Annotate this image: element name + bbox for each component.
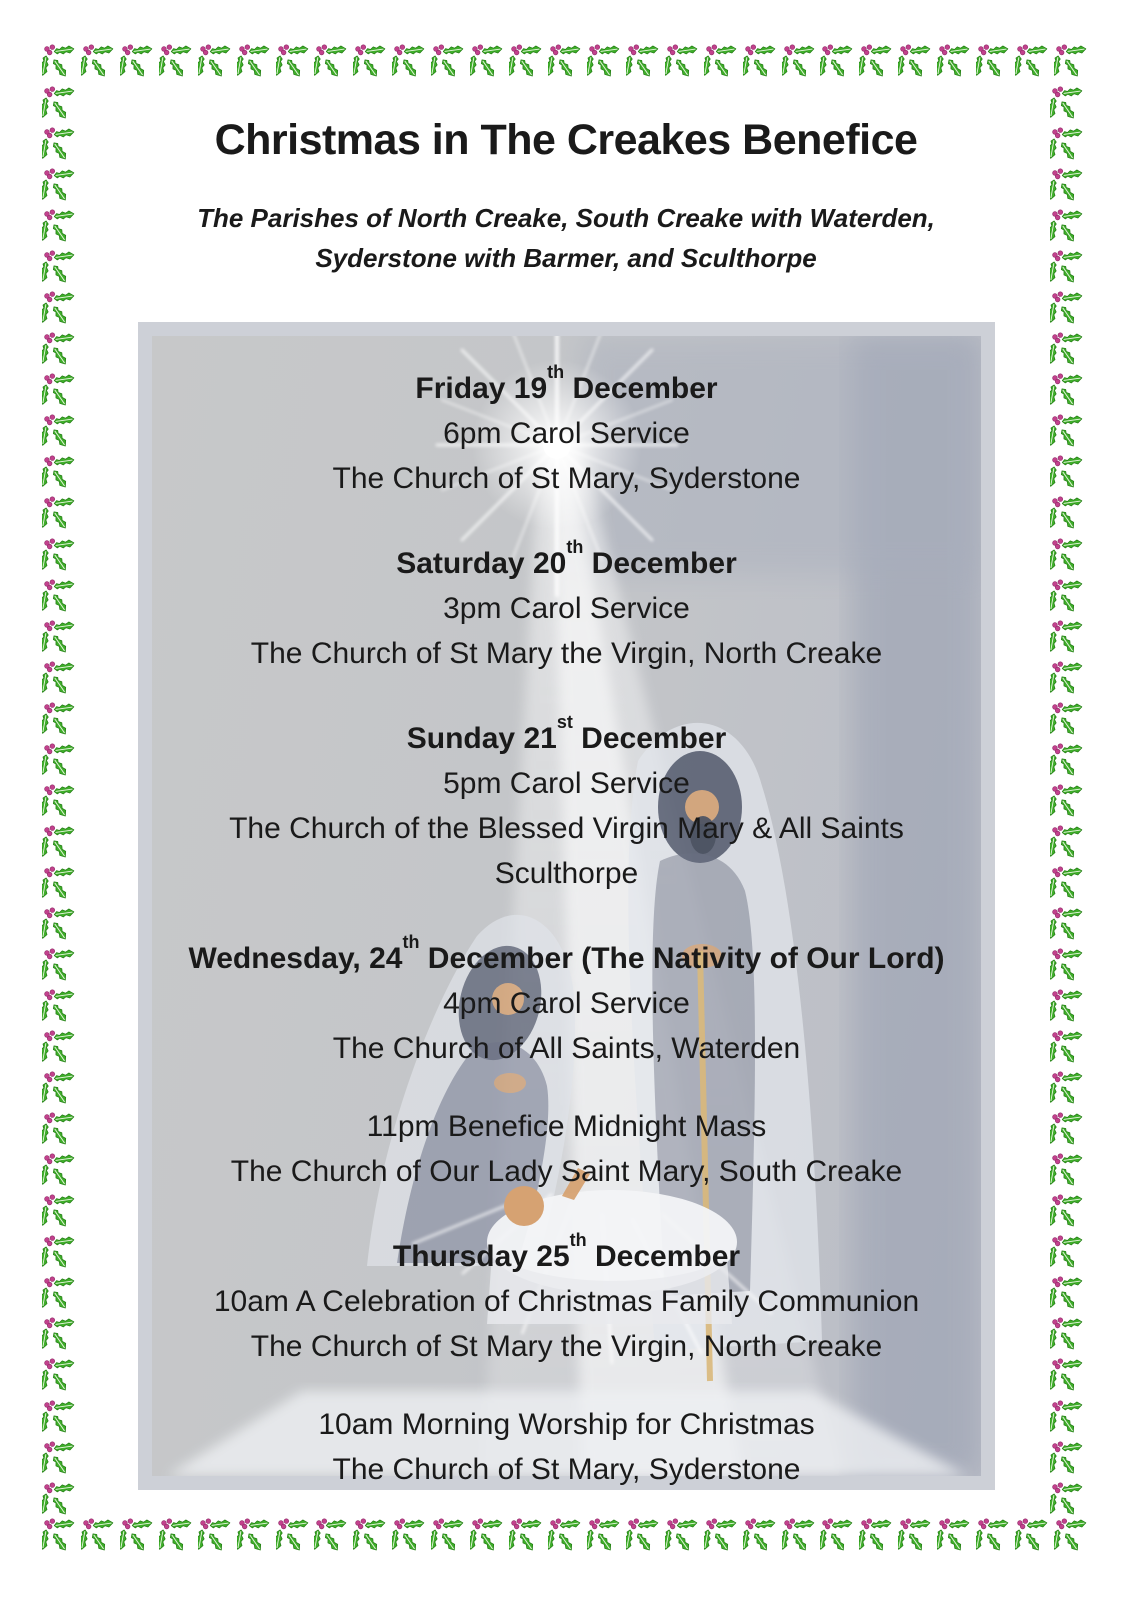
holly-icon [743,1518,779,1554]
holly-icon [159,44,195,80]
holly-icon [392,44,428,80]
holly-icon [42,1030,78,1066]
holly-icon [743,44,779,80]
holly-icon [587,44,623,80]
holly-border-bottom [42,1518,1090,1554]
service-group [152,1104,981,1194]
service-group [152,359,981,501]
holly-icon [1050,291,1086,327]
service-line: The Church of St Mary the Virgin, North Creake [250,637,883,670]
service-date-heading: Friday 19th December [415,362,718,405]
holly-icon [859,1518,895,1554]
holly-icon [42,1235,78,1271]
holly-icon [42,907,78,943]
holly-icon [42,1276,78,1312]
holly-icon [42,579,78,615]
holly-icon [120,1518,156,1554]
service-line: The Church of St Mary, Syderstone [332,462,801,495]
holly-icon [1050,620,1086,656]
holly-icon [1050,989,1086,1025]
holly-icon [587,1518,623,1554]
holly-icon [276,44,312,80]
holly-icon [1050,1276,1086,1312]
holly-icon [1050,1194,1086,1230]
holly-icon [314,1518,350,1554]
holly-icon [159,1518,195,1554]
holly-border-top [42,44,1090,80]
holly-icon [431,44,467,80]
holly-icon [898,1518,934,1554]
holly-icon [782,1518,818,1554]
subtitle-line-1: The Parishes of North Creake, South Creake with Waterden, [197,203,935,233]
holly-icon [198,1518,234,1554]
holly-icon [782,44,818,80]
holly-icon [392,1518,428,1554]
holly-icon [509,1518,545,1554]
service-line: 3pm Carol Service [443,592,690,625]
page-subtitle [0,198,1132,278]
holly-icon [42,1482,78,1518]
holly-icon [898,44,934,80]
holly-icon [1054,1518,1090,1554]
holly-icon [42,538,78,574]
holly-icon [1050,414,1086,450]
holly-icon [1050,702,1086,738]
holly-icon [42,455,78,491]
holly-icon [1050,1112,1086,1148]
holly-icon [548,44,584,80]
holly-icon [42,1194,78,1230]
service-date-heading: Sunday 21st December [406,712,727,755]
holly-icon [42,1400,78,1436]
holly-icon [470,1518,506,1554]
holly-icon [1050,1235,1086,1271]
holly-icon [1054,44,1090,80]
holly-icon [42,373,78,409]
holly-icon [820,44,856,80]
holly-icon [937,44,973,80]
service-group [152,709,981,896]
holly-icon [976,44,1012,80]
holly-icon [237,1518,273,1554]
holly-icon [42,1358,78,1394]
holly-icon [42,414,78,450]
page-title: Christmas in The Creakes Benefice [214,116,918,164]
holly-icon [120,44,156,80]
holly-icon [1050,1317,1086,1353]
holly-border-left [42,86,78,1518]
service-schedule [152,336,981,1486]
holly-icon [353,44,389,80]
service-date-heading: Wednesday, 24th December (The Nativity of Our Lord) [188,932,945,975]
holly-icon [237,44,273,80]
service-line: The Church of the Blessed Virgin Mary & All Saints [229,812,904,845]
holly-icon [42,1518,78,1554]
holly-icon [42,702,78,738]
holly-icon [1050,907,1086,943]
service-date-heading: Saturday 20th December [396,537,737,580]
holly-icon [42,989,78,1025]
schedule-panel [138,322,995,1490]
service-group [152,1227,981,1369]
service-group [152,929,981,1071]
holly-icon [1050,1071,1086,1107]
holly-icon [1050,661,1086,697]
service-line: The Church of St Mary, Syderstone [332,1453,801,1486]
holly-icon [704,1518,740,1554]
holly-border-right [1050,86,1086,1518]
holly-icon [820,1518,856,1554]
holly-icon [42,1153,78,1189]
holly-icon [276,1518,312,1554]
holly-icon [42,332,78,368]
holly-icon [626,44,662,80]
holly-icon [81,44,117,80]
holly-icon [42,1317,78,1353]
holly-icon [1015,44,1051,80]
holly-icon [42,661,78,697]
holly-icon [859,44,895,80]
holly-icon [42,1441,78,1477]
holly-icon [548,1518,584,1554]
holly-icon [431,1518,467,1554]
holly-icon [976,1518,1012,1554]
holly-icon [626,1518,662,1554]
holly-icon [1050,1030,1086,1066]
holly-icon [1050,1358,1086,1394]
service-line: The Church of Our Lady Saint Mary, South Creake [230,1155,903,1188]
service-line: 10am A Celebration of Christmas Family Communion [213,1285,920,1318]
holly-icon [314,44,350,80]
service-line: 5pm Carol Service [443,767,690,800]
holly-icon [42,620,78,656]
service-group [152,534,981,676]
holly-icon [1050,866,1086,902]
holly-icon [509,44,545,80]
holly-icon [1050,455,1086,491]
service-group [152,1402,981,1492]
holly-icon [42,743,78,779]
holly-icon [42,825,78,861]
holly-icon [1050,1153,1086,1189]
service-line: The Church of All Saints, Waterden [332,1032,801,1065]
holly-icon [1050,538,1086,574]
holly-icon [1015,1518,1051,1554]
holly-icon [81,1518,117,1554]
holly-icon [704,44,740,80]
holly-icon [1050,825,1086,861]
holly-icon [42,948,78,984]
subtitle-line-2: Syderstone with Barmer, and Sculthorpe [315,243,817,273]
holly-icon [1050,784,1086,820]
holly-icon [1050,579,1086,615]
holly-icon [1050,1400,1086,1436]
service-date-heading: Thursday 25th December [392,1230,741,1273]
holly-icon [937,1518,973,1554]
holly-icon [665,1518,701,1554]
holly-icon [1050,332,1086,368]
holly-icon [1050,948,1086,984]
service-line: Sculthorpe [494,857,639,890]
holly-icon [1050,373,1086,409]
holly-icon [470,44,506,80]
service-line: The Church of St Mary the Virgin, North Creake [250,1330,883,1363]
service-line: 4pm Carol Service [443,987,690,1020]
holly-icon [42,44,78,80]
holly-icon [42,784,78,820]
holly-icon [1050,1441,1086,1477]
holly-icon [353,1518,389,1554]
service-line: 11pm Benefice Midnight Mass [366,1110,767,1143]
holly-icon [42,1071,78,1107]
holly-icon [665,44,701,80]
holly-icon [42,496,78,532]
service-line: 6pm Carol Service [443,417,690,450]
holly-icon [198,44,234,80]
holly-icon [1050,743,1086,779]
holly-icon [42,866,78,902]
holly-icon [42,291,78,327]
holly-icon [1050,496,1086,532]
holly-icon [42,1112,78,1148]
service-line: 10am Morning Worship for Christmas [318,1408,815,1441]
holly-icon [1050,1482,1086,1518]
